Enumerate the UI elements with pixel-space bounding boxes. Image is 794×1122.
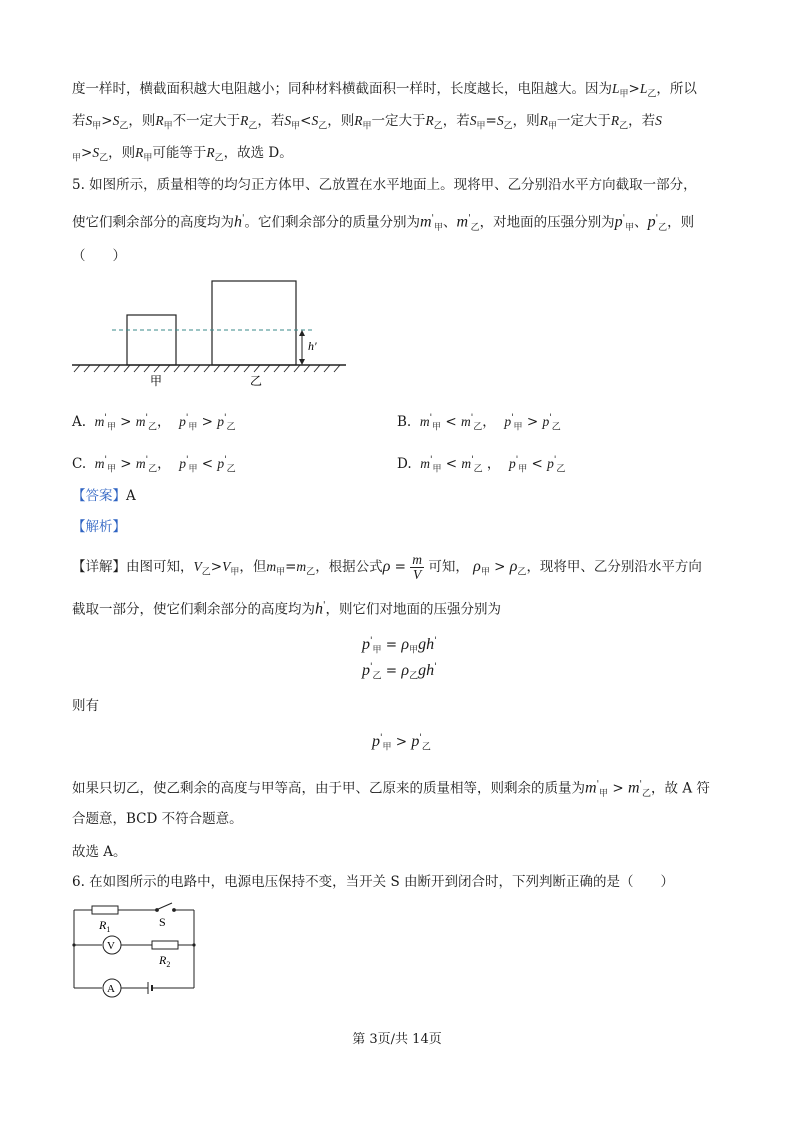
circuit-diagram [68,898,208,1003]
question-5-stem: 5. 如图所示，质量相等的均匀正方体甲、乙放置在水平地面上。现将甲、乙分别沿水平方向截取一部分， [72,177,697,193]
label-v: V [107,940,115,952]
text-line: 度一样时，横截面积越大电阻越小；同种材料横截面积一样时，长度越长，电阻越大。因为$L_甲>L_乙$，所以 [72,81,697,100]
detail-line-3: 如果只切乙，使乙剩余的高度与甲等高，由于甲、乙原来的质量相等，则剩余的质量为$m'_甲 > m'_乙$，故 A 符 [72,779,710,800]
question-6-stem: 6. 在如图所示的电路中，电源电压保持不变，当开关 S 由断开到闭合时，下列判断正确的是（ ） [72,874,675,890]
answer-value: A [126,488,136,504]
label-s: S [159,915,166,929]
detail-line-4: 合题意，BCD 不符合题意。 [72,811,243,827]
text-line: 若$S_甲>S_乙$，则$R_甲$不一定大于$R_乙$，若$S_甲<S_乙$，则$R_甲$一定大于$R_乙$，若$S_甲=S_乙$，则$R_甲$一定大于$R_乙$，若S [72,113,662,132]
cubes-figure [70,275,350,390]
label-yi: 乙 [250,374,263,388]
label-r2: $R_2$ [159,953,171,969]
label-jia: 甲 [150,374,163,388]
then-text: 则有 [72,698,99,714]
option-b: B. $m'_甲 < m'_乙$， $p'_甲 > p'_乙$ [397,413,561,433]
cube-yi [212,281,296,365]
text-line: $_甲>S_乙$，则$R_甲$可能等于$R_乙$，故选 D。 [72,145,293,164]
option-a: A. $m'_甲 > m'_乙$， $p'_甲 > p'_乙$ [72,413,236,433]
resistor-r1 [92,906,118,914]
option-c: C. $m'_甲 > m'_乙$， $p'_甲 < p'_乙$ [72,455,236,475]
resistor-r2 [152,941,178,949]
option-d: D. $m'_甲 < m'_乙$ ， $p'_甲 < p'_乙$ [397,455,566,475]
analysis-tag: 【解析】 [72,519,126,535]
formula-p-jia: $p'_甲 = \rho_甲gh'$ [362,636,437,656]
question-5-bracket: （ ） [72,248,126,264]
label-h: h′ [308,339,317,353]
ground-hatching [74,365,340,372]
answer-tag: 【答案】 [72,488,126,504]
answer-line [72,487,136,505]
label-r1: $R_1$ [99,918,111,934]
formula-p-yi: $p'_乙 = \rho_乙gh'$ [362,662,437,682]
page-footer: 第 3页/共 14页 [352,1032,442,1047]
cube-jia [127,315,176,365]
question-5-stem-line2: 使它们剩余部分的高度均为h'。它们剩余部分的质量分别为$m'_甲$、$m'_乙$，对地面的压强分别为$p'_甲$、$p'_乙$，则 [72,213,695,234]
formula-compare: $p'_甲 > p'_乙$ [372,733,431,753]
detail-line-2: 截取一部分，使它们剩余部分的高度均为h'，则它们对地面的压强分别为 [72,600,501,618]
detail-line-5: 故选 A。 [72,844,127,860]
detail-line-1: 【详解】由图可知，$V_乙>V_甲$，但$m_甲=m_乙$，根据公式ρ = $\frac{m}{V}$ 可知， $\rho_甲 > \rho_乙$，现将甲、乙分别沿水平方向 [72,552,702,582]
label-a: A [107,983,115,995]
